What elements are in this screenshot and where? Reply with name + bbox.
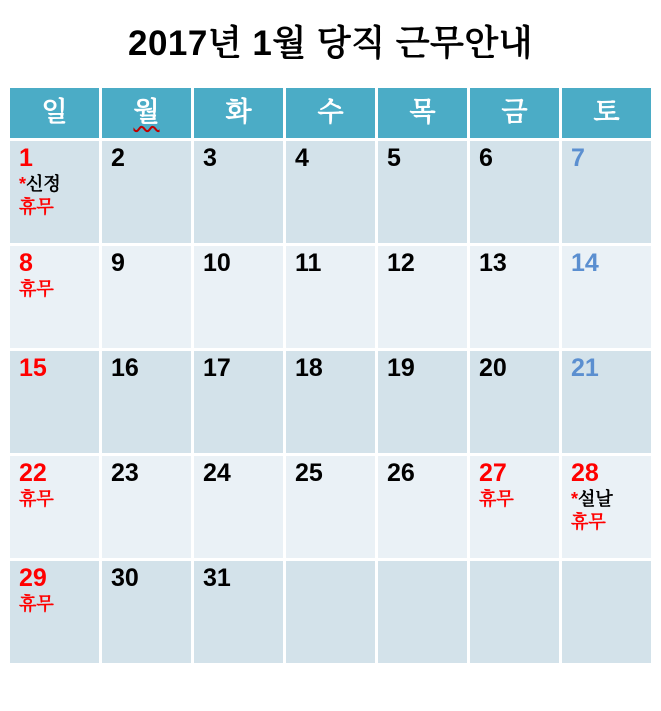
weekday-header-cell [194, 88, 283, 138]
day-number: 25 [295, 459, 323, 487]
day-number: 12 [387, 249, 415, 277]
day-number: 19 [387, 354, 415, 382]
day-number: 31 [203, 564, 231, 592]
calendar-cell [470, 141, 559, 243]
day-number: 30 [111, 564, 139, 592]
holiday-note-segment: * [19, 173, 27, 194]
weekday-label: 화 [225, 96, 252, 127]
calendar-cell [286, 456, 375, 558]
weekday-label-misspell-underline: 월 [133, 96, 160, 127]
day-number: 6 [479, 144, 493, 172]
day-number: 13 [479, 249, 507, 277]
calendar-cell [286, 351, 375, 453]
holiday-note [479, 488, 555, 511]
calendar-cell [102, 561, 191, 663]
weekday-header-cell [286, 88, 375, 138]
holiday-note [571, 488, 647, 511]
calendar-cell-empty [470, 561, 559, 663]
calendar-cell-empty [286, 561, 375, 663]
calendar-cell [10, 351, 99, 453]
holiday-note [19, 278, 95, 301]
day-number: 5 [387, 144, 401, 172]
holiday-note [571, 511, 647, 534]
page-title: 2017년 1월 당직 근무안내 [128, 24, 533, 63]
day-number: 24 [203, 459, 231, 487]
day-number: 18 [295, 354, 323, 382]
calendar-cell [470, 456, 559, 558]
calendar-cell [102, 246, 191, 348]
calendar-cell [102, 141, 191, 243]
holiday-note-segment: 휴무 [19, 488, 54, 509]
holiday-note-segment: 휴무 [19, 197, 54, 218]
day-number: 8 [19, 249, 33, 277]
calendar-grid [10, 88, 651, 663]
calendar-cell [194, 561, 283, 663]
weekday-label: 수 [317, 96, 344, 127]
calendar-cell [378, 246, 467, 348]
day-number: 3 [203, 144, 217, 172]
day-number: 23 [111, 459, 139, 487]
holiday-note [19, 196, 95, 219]
holiday-note [19, 173, 95, 196]
day-number: 28 [571, 459, 599, 487]
holiday-note-segment: * [571, 488, 579, 509]
calendar-cell [10, 561, 99, 663]
holiday-note-segment: 휴무 [19, 278, 54, 299]
weekday-label: 금 [501, 96, 528, 127]
holiday-note-segment: 휴무 [479, 488, 514, 509]
calendar-cell [102, 456, 191, 558]
calendar-cell [10, 141, 99, 243]
holiday-note-segment: 휴무 [571, 512, 606, 533]
day-number: 2 [111, 144, 125, 172]
day-number: 14 [571, 249, 599, 277]
day-number: 10 [203, 249, 231, 277]
holiday-note-segment: 휴무 [19, 593, 54, 614]
calendar-cell [286, 246, 375, 348]
calendar-cell [562, 351, 651, 453]
calendar-cell [562, 456, 651, 558]
holiday-note [19, 488, 95, 511]
calendar-cell [286, 141, 375, 243]
day-number: 21 [571, 354, 599, 382]
day-number: 9 [111, 249, 125, 277]
day-number: 17 [203, 354, 231, 382]
day-number: 11 [295, 249, 322, 277]
calendar-cell [562, 141, 651, 243]
day-number: 26 [387, 459, 415, 487]
calendar-cell [470, 246, 559, 348]
weekday-header-cell [102, 88, 191, 138]
day-number: 7 [571, 144, 585, 172]
calendar-cell [194, 456, 283, 558]
weekday-label: 목 [409, 96, 436, 127]
calendar-cell [378, 351, 467, 453]
calendar-cell [470, 351, 559, 453]
weekday-header-cell [470, 88, 559, 138]
calendar-cell [194, 141, 283, 243]
calendar-cell-empty [378, 561, 467, 663]
weekday-header-cell [562, 88, 651, 138]
calendar-cell [194, 246, 283, 348]
calendar-cell-empty [562, 561, 651, 663]
calendar-cell [562, 246, 651, 348]
day-number: 22 [19, 459, 47, 487]
day-number: 1 [19, 144, 33, 172]
day-number: 15 [19, 354, 47, 382]
calendar-cell [194, 351, 283, 453]
day-number: 27 [479, 459, 507, 487]
calendar-cell [10, 246, 99, 348]
calendar-cell [10, 456, 99, 558]
weekday-label: 일 [41, 96, 68, 127]
weekday-header-cell [378, 88, 467, 138]
day-number: 16 [111, 354, 139, 382]
day-number: 4 [295, 144, 309, 172]
holiday-note [19, 593, 95, 616]
calendar-cell [102, 351, 191, 453]
weekday-header-cell [10, 88, 99, 138]
holiday-note-segment: 설날 [578, 488, 613, 509]
calendar-cell [378, 456, 467, 558]
weekday-label: 토 [593, 96, 620, 127]
calendar-cell [378, 141, 467, 243]
holiday-note-segment: 신정 [26, 173, 61, 194]
day-number: 29 [19, 564, 47, 592]
day-number: 20 [479, 354, 507, 382]
